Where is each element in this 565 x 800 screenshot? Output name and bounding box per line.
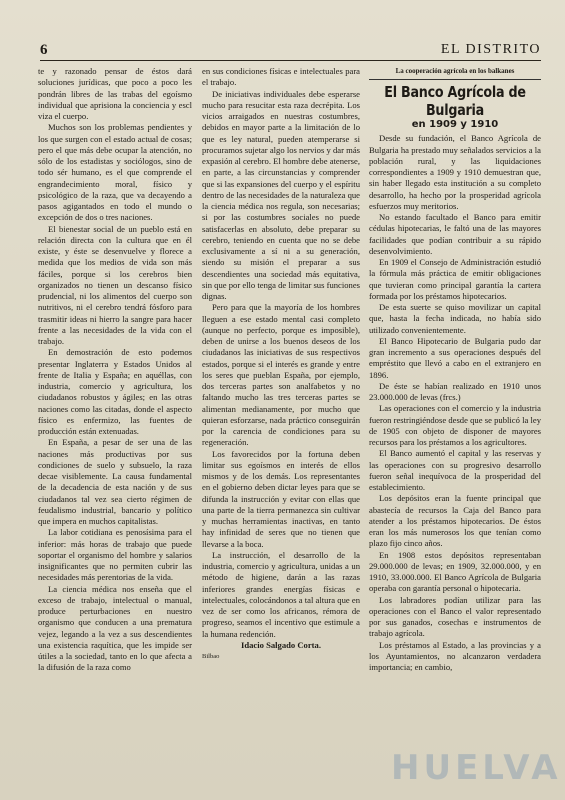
- signature-place: Bilbao: [202, 653, 220, 660]
- article-paragraph: El Banco Hipotecario de Bulgaria pudo dar gran incremento a sus operaciones después del empréstito que llevó a cabo en el extranjero en 1896.: [369, 335, 541, 380]
- article-paragraph: El Banco aumentó el capital y las reservas y las operaciones con su progresivo desarrollo fueron señal inequívoca de la prosperidad del establecimiento.: [369, 448, 541, 492]
- article-paragraph: Las operaciones con el comercio y la industria fueron restringiéndose desde que se publicó la ley de 1905 con objeto de disponer de mayores recursos para los préstamos a los agricultores.: [369, 403, 541, 447]
- article-paragraph: En 1909 el Consejo de Administración estudió la fórmula más práctica de emitir obligaciones que tuvieran como principal garantía la cartera formada por los préstamos hipotecarios.: [369, 257, 541, 301]
- article-paragraph: El bienestar social de un pueblo está en relación directa con la cultura que en él existe, y éste se desenvuelve y florece a medida que los medios de vida son más fáciles, porque si los cerebros bien organizados no tienen un descanso físico prudencial, ni los alimentos del cuerpo son nutritivos, ni el cerebro tendrá fósforo para trasmitir ideas ni hierro la sangre para hacer frente a las necesidades de la vida con el trabajo.: [38, 223, 192, 346]
- article-paragraph: De esta suerte se quiso movilizar un capital que, hasta la fecha indicada, no había sido utilizado convenientemente.: [369, 302, 541, 335]
- article-paragraph: Los depósitos eran la fuente principal que abastecía de recursos la Caja del Banco para atender a los préstamos hipotecarios. De éstos eran los más numerosos los que tenían como plazo fijo cinco años.: [369, 493, 541, 549]
- article-paragraph: La labor cotidiana es penosísima para el inferior: más horas de trabajo que puede soportar el organismo del hombre y salarios insignificantes que no permiten cubrir las necesidades más perentorias de la vida.: [38, 527, 192, 583]
- article-paragraph: Pero para que la mayoría de los hombres lleguen a ese estado mental casi completo (aunque no perfecto, porque es imposible), deben de unirse a los buenos deseos de los ciudadanos las iniciativas de sus respectivos estados, porque si el interés es grande y entre los seres que pueblan España, por ejemplo, dos terceras partes son analfabetos y no faltando mucho las tres terceras partes se alimentan medianamente, por mucho que quieran esforzarse, nada práctico conseguirán por la carencia de condiciones para su regeneración.: [202, 302, 360, 448]
- article-paragraph: Los favorecidos por la fortuna deben limitar sus egoísmos en interés de ellos mismos y de los demás. Los representantes en el gobierno deben dictar leyes para que se difunda la instrucción y evitar con ellas que una parte de la tierra permanezca sin cultivar y muchas herramientas inactivas, en tanto hay infinidad de seres que no tienen que llevarse a la boca.: [202, 448, 360, 549]
- article-paragraph: Los labradores podían utilizar para las operaciones con el Banco el valor representado por sus ganados, cosechas e instrumentos de trabajo agrícola.: [369, 594, 541, 639]
- article-paragraph: De iniciativas individuales debe esperarse mucho para resucitar esta raza decrépita. Los vicios arraigados en nuestras costumbres, debidos en mayor parte a la limitación de lo que es ley natural, pueden atemperarse si procuramos sujetar algo los nervios y dar más expasión al cerebro. El hombre debe atenerse, en parte, a las circunstancias y comprender que si las expansiones del cuerpo y el espíritu dentro de las necesidades de la naturaleza que la ciencia médica nos regula, son necesarias; si por las costumbres sociales no puede satisfacerlas en absoluto, debe preparar su cerebro, teniendo en cuenta que no se debe exclusivamente a sí ni a su generación, siendo su misión el preparar a sus descendientes una sociedad más equitativa, sin que por ello tenga de limitar sus funciones dignas.: [202, 88, 360, 301]
- library-stamp-watermark: HUELVA: [391, 748, 562, 788]
- article-subhead: en 1909 y 1910: [411, 119, 499, 131]
- article-paragraph: Muchos son los problemas pendientes y los que surgen con el estado actual de cosas; pero el que más debe ocupar la atención, no sólo de los estadistas y sociólogos, sino de todo sér humano, es el que comprende el engrandecimiento moral, físico y psicológico de la raza, que va decayendo a pasos agigantados en todo el mundo o excepción de dos o tres naciones.: [38, 122, 192, 223]
- article-paragraph: En 1908 estos depósitos representaban 29.000.000 de levas; en 1909, 32.000.000, y en 1910, 33.000.000. El Banco Agrícola de Bulgaria operaba con garantía personal o hipotecaria.: [369, 549, 541, 594]
- article-paragraph: en sus condiciones físicas e intelectuales para el trabajo.: [202, 66, 360, 88]
- article-paragraph: En demostración de esto podemos presentar Inglaterra y Estados Unidos al frente de Italia y España; en aquéllas, con industria, comercio y agricultura, los ciudadanos robustos y ágiles; en las otras naciones como las citadas, donde el aspecto físico es enfermizo, las fuentes de producción están extenuadas.: [38, 347, 192, 436]
- article-paragraph: te y razonado pensar de éstos dará soluciones jurídicas, que poco a poco les pondrán libres de las trabas del egoísmo individual que aprisiona la conciencia y escl viza el cuerpo.: [38, 66, 192, 121]
- column-2: [202, 66, 360, 662]
- article-paragraph: Desde su fundación, el Banco Agrícola de Bulgaria ha prestado muy señalados servicios a la población rural, y las liquidaciones correspondientes a 1909 y 1910 demuestran que, sin haber llegado esta institución a su completo desarrollo, ha hecho por la prosperidad agrícola esfuerzos muy meritorios.: [369, 133, 541, 211]
- page-number: 6: [40, 42, 48, 58]
- article-paragraph: Los préstamos al Estado, a las provincias y a los Ayuntamientos, no alcanzaron verdadera importancia; en cambio,: [369, 639, 541, 672]
- article-paragraph: La ciencia médica nos enseña que el exceso de trabajo, intelectual o manual, produce perturbaciones en nuestro organismo que conducen a una prematura vejez, legando a la vez a sus descendientes una existencia raquítica, que les impide ser útiles a la sociedad, tanto en lo que afecta a la difusión de la raza como: [38, 583, 192, 673]
- article-headline: El Banco Agrícola de Bulgaria: [384, 83, 526, 120]
- article-paragraph: De éste se habían realizado en 1910 unos 23.000.000 de levas (frcs.): [369, 380, 541, 402]
- publication-title: EL DISTRITO: [440, 42, 541, 57]
- article-paragraph: No estando facultado el Banco para emitir cédulas hipotecarias, le faltó una de las mayores facilidades que podían contribuir a su rápido desenvolvimiento.: [369, 212, 541, 256]
- column-1: [38, 66, 192, 674]
- author-signature: Idacio Salgado Corta.: [241, 639, 321, 650]
- article-paragraph: En España, a pesar de ser una de las naciones más productivas por sus condiciones de suelo y subsuelo, la raza decae visiblemente. La causa fundamental de la decadencia de esta nación y de sus ciudadanos tal vez sea cierto régimen de feudalismo industrial, bancario y político que impera en muchos capitalistas.: [38, 437, 192, 526]
- header-rule: [40, 60, 541, 61]
- article-paragraph: La instrucción, el desarrollo de la industria, comercio y agricultura, unidas a un método de higiene, darán a las razas inferiores grandes energías físicas e intelectuales, colocándonos a tal altura que en vez de ser como los africanos, rémora de progreso, seamos el incentivo que estimule a la humana redención.: [202, 549, 360, 639]
- page-header: [40, 40, 541, 62]
- column-3: [369, 66, 541, 673]
- article-kicker: La cooperación agrícola en los balkanes: [369, 66, 541, 80]
